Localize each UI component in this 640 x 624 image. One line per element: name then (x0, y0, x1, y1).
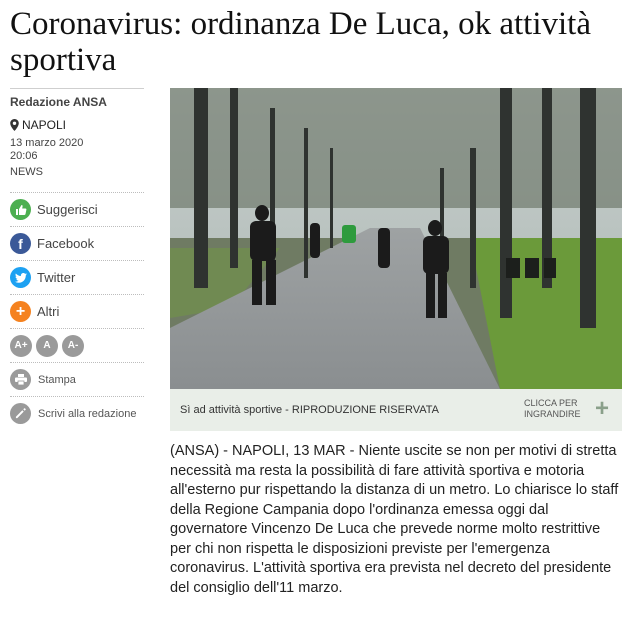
enlarge-photo-link[interactable]: CLICCA PER INGRANDIRE (524, 398, 581, 419)
facebook-share-button[interactable] (10, 227, 144, 260)
divider (10, 88, 144, 89)
publish-time: 20:06 (10, 150, 38, 162)
article-title: Coronavirus: ordinanza De Luca, ok attività sportiva (10, 6, 591, 78)
article-photo[interactable] (170, 88, 622, 389)
twitter-label: Twitter (37, 270, 76, 285)
print-label: Stampa (38, 373, 76, 386)
font-increase-button[interactable]: A+ (10, 335, 32, 357)
font-reset-button[interactable]: A (36, 335, 58, 357)
photo-caption: Sì ad attività sportive - RIPRODUZIONE RISERVATA (180, 404, 439, 416)
facebook-label: Facebook (37, 236, 95, 251)
photo-caption-bar (170, 389, 622, 431)
printer-icon (10, 369, 31, 390)
enlarge-plus-icon[interactable]: + (595, 395, 610, 422)
write-editorial-label: Scrivi alla redazione (38, 407, 137, 420)
pencil-icon (10, 403, 31, 424)
location-pin-icon (10, 119, 19, 131)
location-label: NAPOLI (22, 118, 67, 132)
more-share-button[interactable] (10, 295, 144, 328)
plus-icon: + (10, 301, 31, 322)
thumbs-up-icon (10, 199, 31, 220)
article-sidebar (10, 88, 144, 430)
category-label: NEWS (10, 166, 43, 178)
publish-date: 13 marzo 2020 (10, 137, 84, 149)
article-body: (ANSA) - NAPOLI, 13 MAR - Niente uscite se non per motivi di stretta necessità ma resta la possibilità di fare attività sportiva e motoria all'esterno pur rispettando la distanza di un metro. Lo chiarisce lo staff della Regione Campania dopo l'ordinanza emessa oggi dal governatore Vincenzo De Luca che prevede norme molto restrittive per chi non rispetta le disposizioni previste per l'emergenza coronavirus. L'attività sportiva era prevista nel decreto del presidente del consiglio dell'11 marzo. (170, 443, 619, 596)
park-photo-illustration (170, 88, 622, 389)
write-editorial-button[interactable] (10, 397, 144, 430)
suggest-button[interactable] (10, 193, 144, 226)
more-share-label: Altri (37, 304, 60, 319)
location (10, 117, 144, 133)
print-button[interactable] (10, 363, 144, 396)
font-size-controls (10, 329, 144, 362)
font-decrease-button[interactable]: A- (62, 335, 84, 357)
twitter-share-button[interactable] (10, 261, 144, 294)
facebook-icon: f (10, 233, 31, 254)
author-name[interactable]: Redazione ANSA (10, 95, 107, 109)
twitter-icon (10, 267, 31, 288)
suggest-label: Suggerisci (37, 202, 98, 217)
